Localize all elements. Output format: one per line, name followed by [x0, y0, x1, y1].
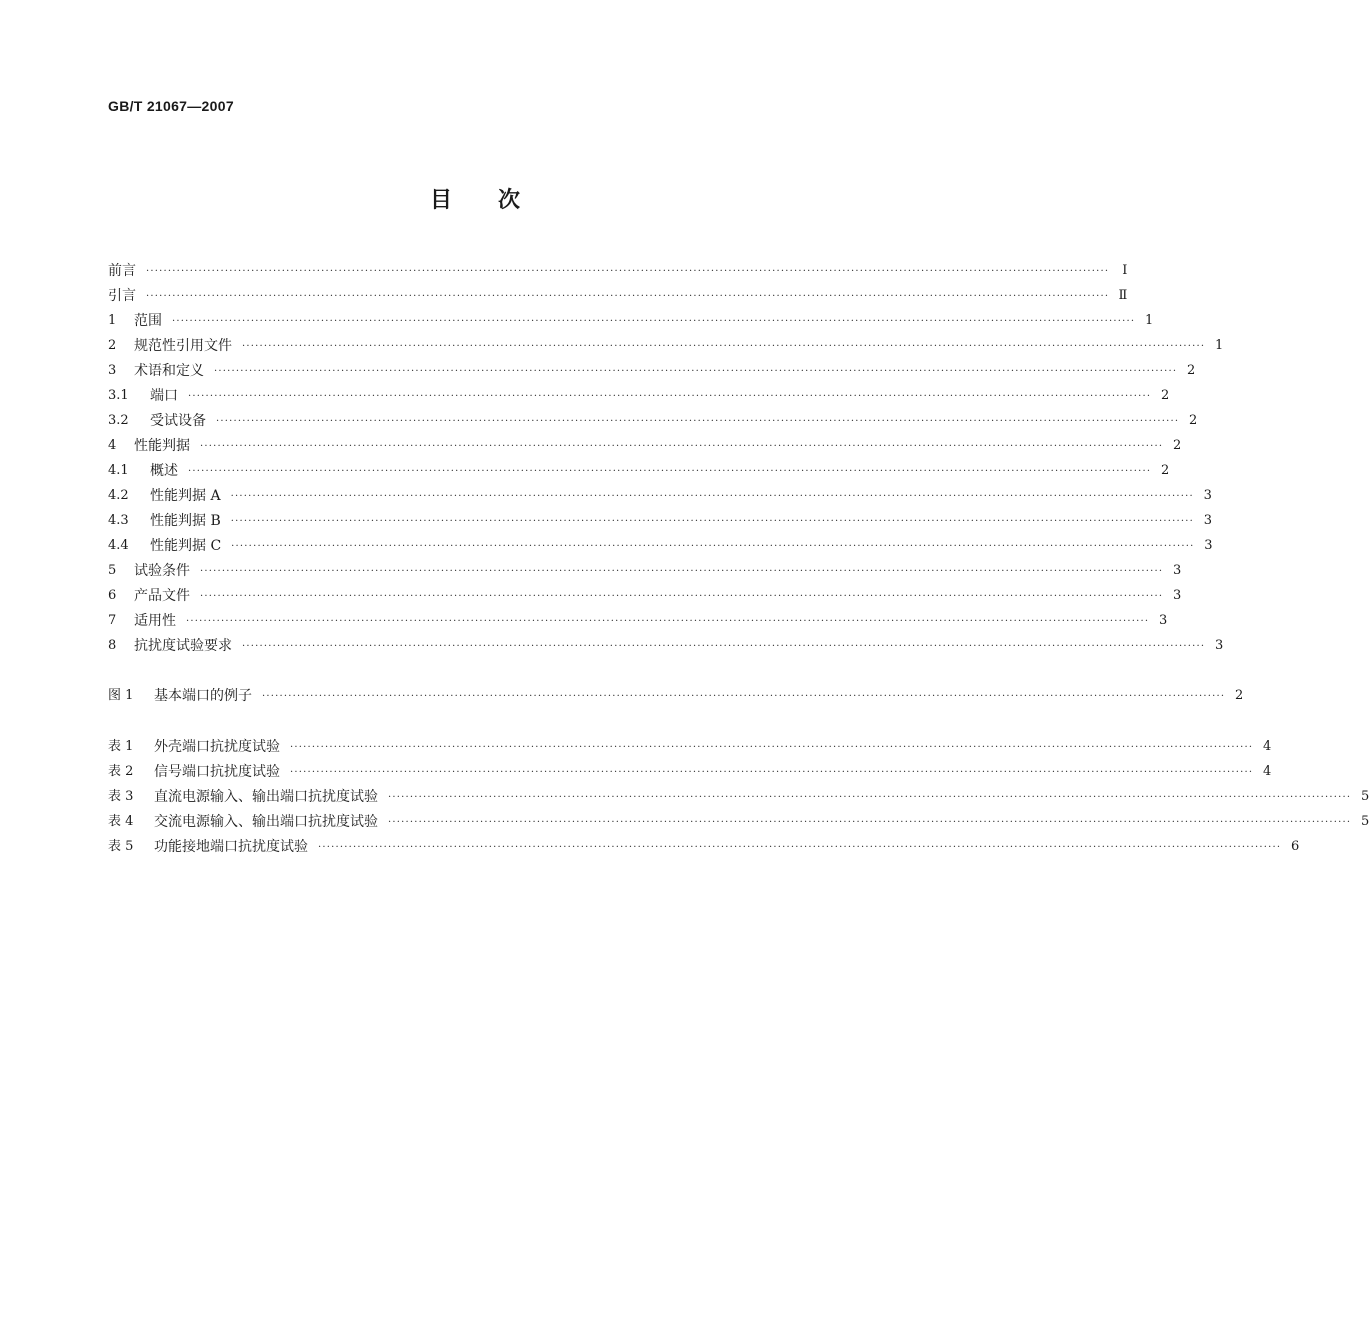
toc-entry-label: 受试设备	[150, 413, 206, 429]
toc-entry-number: 表 2	[108, 764, 134, 779]
toc-entry-label: 规范性引用文件	[134, 338, 232, 354]
toc-entry-page: 4	[1263, 764, 1272, 779]
toc-leader-dots: ····························································································································································································································	[186, 616, 1150, 627]
toc-entry-page: 3	[1204, 538, 1213, 553]
toc-entry-label: 交流电源输入、输出端口抗扰度试验	[154, 814, 378, 830]
toc-entry-label: 试验条件	[134, 563, 190, 579]
toc-entry-page: 3	[1203, 488, 1212, 503]
toc-leader-dots: ····························································································································································································································	[172, 316, 1136, 327]
toc-entry-label: 范围	[134, 313, 162, 329]
toc-entry-label: 术语和定义	[134, 363, 204, 379]
toc-leader-dots: ····························································································································································································································	[146, 266, 1110, 277]
toc-entry-number: 表 3	[108, 789, 134, 804]
toc-entry-page: 4	[1263, 739, 1272, 754]
toc-entry-3[interactable]	[108, 361, 1196, 381]
toc-leader-dots: ····························································································································································································································	[200, 566, 1164, 577]
toc-entry-table-1[interactable]	[108, 737, 1272, 757]
toc-entry-label: 引言	[108, 288, 136, 304]
standard-code: GB/T 21067—2007	[108, 98, 234, 114]
toc-entry-label: 性能判据 C	[150, 538, 222, 554]
toc-entry-1[interactable]	[108, 311, 1154, 331]
toc-entry-foreword[interactable]	[108, 261, 1128, 281]
toc-entry-introduction[interactable]	[108, 286, 1128, 306]
toc-entry-table-2[interactable]	[108, 762, 1272, 782]
toc-entry-page: Ⅰ	[1122, 263, 1128, 278]
toc-entry-4[interactable]	[108, 436, 1182, 456]
toc-entry-figure-1[interactable]	[108, 686, 1244, 706]
toc-entry-number: 表 4	[108, 814, 134, 829]
toc-entry-page: 3	[1173, 588, 1182, 603]
toc-entry-number: 7	[108, 613, 117, 628]
toc-entry-label: 抗扰度试验要求	[134, 638, 232, 654]
toc-title	[0, 183, 950, 214]
toc-entry-page: 1	[1215, 338, 1224, 353]
toc-entry-number: 3.1	[108, 388, 129, 403]
toc-entry-label: 基本端口的例子	[154, 688, 252, 704]
toc-entry-label: 信号端口抗扰度试验	[154, 764, 280, 780]
toc-entry-2[interactable]	[108, 336, 1224, 356]
toc-entry-page: 2	[1235, 688, 1244, 703]
toc-entry-4-2[interactable]	[108, 486, 1212, 506]
toc-entry-page: 3	[1215, 638, 1224, 653]
toc-leader-dots: ····························································································································································································································	[262, 691, 1226, 702]
toc-entry-table-4[interactable]	[108, 812, 1369, 832]
toc-entry-label: 适用性	[134, 613, 176, 629]
toc-entry-number: 2	[108, 338, 117, 353]
toc-title-char-2: 次	[498, 188, 521, 213]
toc-leader-dots: ····························································································································································································································	[242, 341, 1206, 352]
toc-leader-dots: ····························································································································································································································	[200, 591, 1164, 602]
toc-entry-label: 端口	[150, 388, 178, 404]
toc-leader-dots: ····························································································································································································································	[188, 391, 1152, 402]
toc-entry-page: 6	[1291, 839, 1300, 854]
toc-entry-page: 3	[1203, 513, 1213, 528]
toc-entry-page: Ⅱ	[1118, 288, 1128, 303]
toc-leader-dots: ····························································································································································································································	[231, 541, 1195, 552]
toc-leader-dots: ····························································································································································································································	[230, 491, 1194, 502]
toc-entry-4-1[interactable]	[108, 461, 1170, 481]
toc-entry-label: 功能接地端口抗扰度试验	[154, 839, 308, 855]
toc-entry-4-3[interactable]	[108, 511, 1213, 531]
toc-entry-number: 图 1	[108, 688, 134, 703]
toc-entry-label: 性能判据 A	[150, 488, 221, 504]
toc-entry-number: 4.3	[108, 513, 129, 528]
toc-entry-label: 性能判据	[134, 438, 190, 454]
toc-entry-label: 外壳端口抗扰度试验	[154, 739, 280, 755]
toc-entry-page: 5	[1361, 814, 1369, 829]
toc-entry-label: 概述	[150, 463, 178, 479]
toc-entry-number: 4.4	[108, 538, 129, 553]
toc-leader-dots: ····························································································································································································································	[146, 291, 1110, 302]
toc-entry-page: 2	[1189, 413, 1198, 428]
toc-entry-number: 3.2	[108, 413, 129, 428]
toc-entry-number: 6	[108, 588, 117, 603]
toc-leader-dots: ····························································································································································································································	[290, 742, 1254, 753]
toc-leader-dots: ····························································································································································································································	[230, 516, 1195, 527]
toc-leader-dots: ····························································································································································································································	[200, 441, 1164, 452]
toc-entry-label: 前言	[108, 263, 136, 279]
toc-entry-number: 4.1	[108, 463, 129, 478]
toc-leader-dots: ····························································································································································································································	[388, 817, 1352, 828]
toc-entry-number: 表 5	[108, 839, 134, 854]
toc-entry-7[interactable]	[108, 611, 1168, 631]
toc-entry-number: 1	[108, 313, 117, 328]
toc-entry-3-1[interactable]	[108, 386, 1170, 406]
toc-leader-dots: ····························································································································································································································	[216, 416, 1180, 427]
toc-leader-dots: ····························································································································································································································	[290, 767, 1254, 778]
toc-entry-3-2[interactable]	[108, 411, 1198, 431]
toc-entry-label: 直流电源输入、输出端口抗扰度试验	[154, 789, 378, 805]
toc-entry-4-4[interactable]	[108, 536, 1213, 556]
toc-entry-page: 3	[1173, 563, 1182, 578]
toc-entry-number: 4.2	[108, 488, 129, 503]
toc-leader-dots: ····························································································································································································································	[388, 792, 1352, 803]
toc-entry-number: 8	[108, 638, 117, 653]
toc-leader-dots: ····························································································································································································································	[188, 466, 1152, 477]
toc-entry-8[interactable]	[108, 636, 1224, 656]
toc-title-char-1: 目	[429, 188, 452, 213]
toc-entry-page: 2	[1161, 463, 1170, 478]
toc-entry-page: 1	[1145, 313, 1154, 328]
toc-entry-number: 表 1	[108, 739, 134, 754]
toc-leader-dots: ····························································································································································································································	[214, 366, 1178, 377]
toc-entry-page: 2	[1161, 388, 1170, 403]
toc-leader-dots: ····························································································································································································································	[242, 641, 1206, 652]
toc-entry-5[interactable]	[108, 561, 1182, 581]
toc-entry-page: 2	[1187, 363, 1196, 378]
toc-entry-label: 产品文件	[134, 588, 190, 604]
toc-entry-page: 2	[1173, 438, 1182, 453]
toc-leader-dots: ····························································································································································································································	[318, 842, 1282, 853]
toc-entry-number: 5	[108, 563, 117, 578]
toc-entry-page: 5	[1361, 789, 1369, 804]
toc-entry-table-3[interactable]	[108, 787, 1369, 807]
toc-entry-number: 4	[108, 438, 117, 453]
toc-entry-label: 性能判据 B	[150, 513, 221, 529]
toc-entry-table-5[interactable]	[108, 837, 1300, 857]
toc-entry-page: 3	[1159, 613, 1168, 628]
toc-entry-6[interactable]	[108, 586, 1182, 606]
toc-entry-number: 3	[108, 363, 117, 378]
